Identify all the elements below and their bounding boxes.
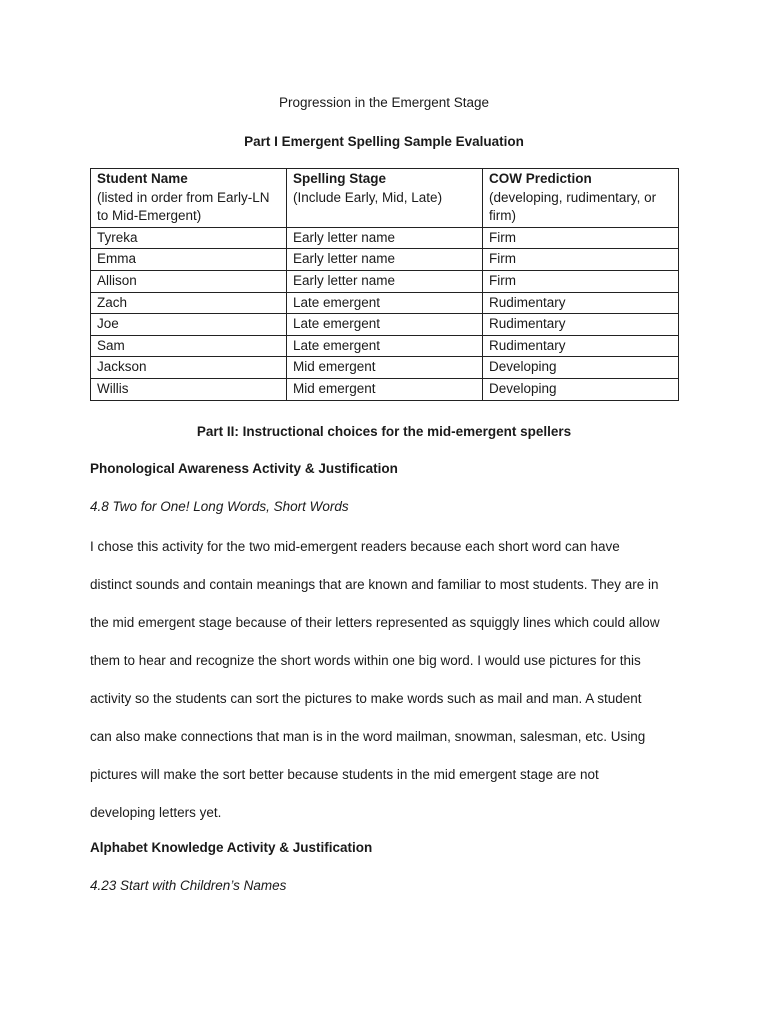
table-row [91,314,679,336]
evaluation-table [90,168,679,401]
paragraph-line: them to hear and recognize the short words within one big word. I would use pictures for this [90,653,641,668]
cell-student: Zach [91,292,287,314]
table-row [91,270,679,292]
table-row [91,227,679,249]
cell-prediction: Rudimentary [483,335,679,357]
header-student-name: Student Name (listed in order from Early-LN to Mid-Emergent) [91,169,287,228]
cell-prediction: Rudimentary [483,314,679,336]
cell-prediction: Developing [483,378,679,400]
paragraph-line: activity so the students can sort the pictures to make words such as mail and man. A student [90,691,642,706]
cell-stage: Mid emergent [287,357,483,379]
table-row [91,249,679,271]
cell-stage: Early letter name [287,249,483,271]
cell-prediction: Rudimentary [483,292,679,314]
cell-student: Joe [91,314,287,336]
phonological-heading: Phonological Awareness Activity & Justification [90,461,398,476]
phonological-paragraph [90,537,690,841]
cell-student: Jackson [91,357,287,379]
table-row [91,292,679,314]
paragraph-line: distinct sounds and contain meanings that are known and familiar to most students. They are in [90,577,659,592]
cell-stage: Late emergent [287,314,483,336]
table-row [91,357,679,379]
alphabet-activity-title: 4.23 Start with Children’s Names [90,878,287,893]
paragraph-line: pictures will make the sort better because students in the mid emergent stage are not [90,767,599,782]
cell-prediction: Developing [483,357,679,379]
document-title: Progression in the Emergent Stage [278,95,490,110]
table-row [91,335,679,357]
cell-student: Willis [91,378,287,400]
cell-student: Allison [91,270,287,292]
cell-student: Sam [91,335,287,357]
paragraph-line: I chose this activity for the two mid-emergent readers because each short word can have [90,539,620,554]
cell-prediction: Firm [483,249,679,271]
table-header-row [91,169,679,228]
cell-stage: Late emergent [287,335,483,357]
cell-stage: Early letter name [287,227,483,249]
part2-heading: Part II: Instructional choices for the mid-emergent spellers [196,424,572,439]
cell-stage: Late emergent [287,292,483,314]
table-row [91,378,679,400]
header-cow-prediction: COW Prediction (developing, rudimentary, or firm) [483,169,679,228]
alphabet-heading: Alphabet Knowledge Activity & Justification [90,840,373,855]
header-spelling-stage: Spelling Stage (Include Early, Mid, Late) [287,169,483,228]
paragraph-line: the mid emergent stage because of their letters represented as squiggly lines which could allow [90,615,660,630]
phonological-activity-title: 4.8 Two for One! Long Words, Short Words [90,499,349,514]
paragraph-line: can also make connections that man is in the word mailman, snowman, salesman, etc. Using [90,729,646,744]
cell-stage: Early letter name [287,270,483,292]
cell-prediction: Firm [483,227,679,249]
cell-student: Tyreka [91,227,287,249]
cell-stage: Mid emergent [287,378,483,400]
part1-heading: Part I Emergent Spelling Sample Evaluation [244,134,524,149]
cell-student: Emma [91,249,287,271]
cell-prediction: Firm [483,270,679,292]
paragraph-line: developing letters yet. [90,805,222,820]
